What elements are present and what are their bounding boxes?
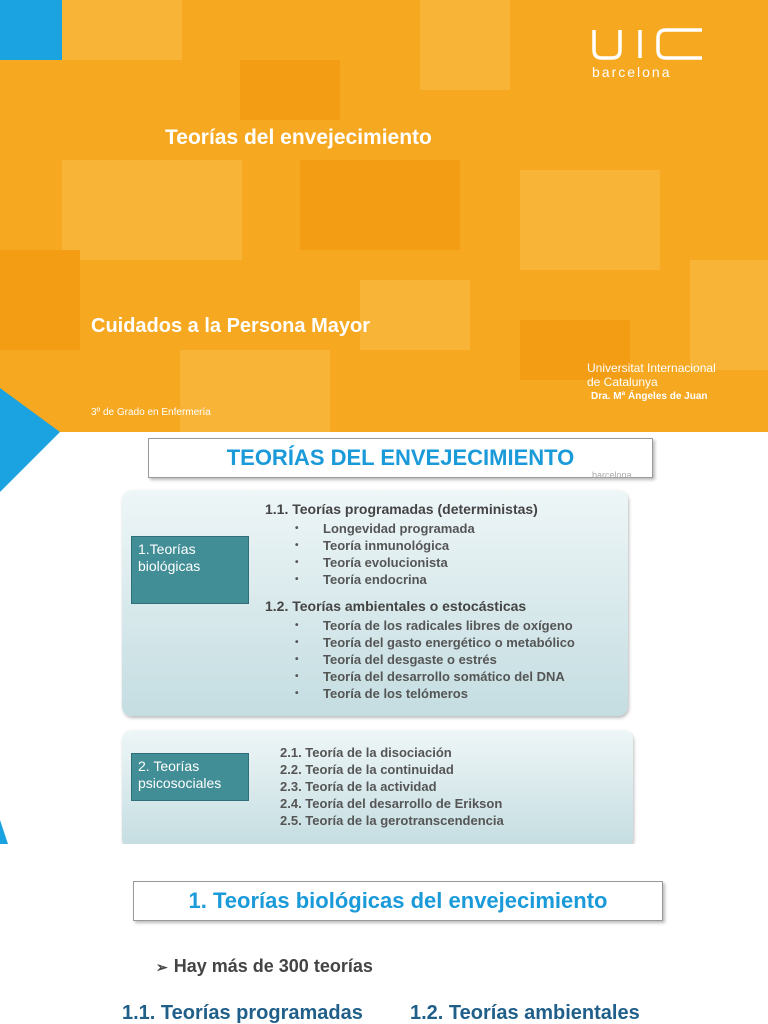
tag-line: psicosociales	[138, 775, 222, 791]
programmed-theories-list	[295, 520, 475, 588]
list-item: • Longevidad programada	[295, 520, 475, 537]
overview-slide	[0, 432, 768, 844]
list-item: 2.1. Teoría de la disociación	[280, 745, 452, 760]
university-line: de Catalunya	[587, 375, 658, 389]
background-block	[0, 250, 80, 350]
ghost-logo-text: barcelona	[592, 470, 632, 480]
biological-tag	[131, 536, 249, 604]
list-item: • Teoría del gasto energético o metabólico	[295, 634, 575, 651]
corner-accent	[0, 0, 62, 60]
list-item: • Teoría del desarrollo somático del DNA	[295, 668, 575, 685]
column-heading: 1.2. Teorías ambientales	[410, 1002, 640, 1024]
background-block	[520, 170, 660, 270]
list-item: • Teoría de los telómeros	[295, 685, 575, 702]
list-item: • Teoría evolucionista	[295, 554, 475, 571]
list-item: • Teoría endocrina	[295, 571, 475, 588]
background-block	[300, 160, 460, 250]
list-item: 2.2. Teoría de la continuidad	[280, 762, 454, 777]
list-item: 2.4. Teoría del desarrollo de Erikson	[280, 796, 503, 811]
section-heading: 1.2. Teorías ambientales o estocásticas	[265, 598, 527, 614]
arrow-bullet-icon: ➢	[156, 959, 168, 975]
grade-label: 3º de Grado en Enfermería	[91, 407, 211, 418]
presentation-title: Teorías del envejecimiento	[165, 126, 432, 149]
slide-title-box	[148, 438, 653, 478]
title-slide	[0, 0, 768, 432]
background-block	[360, 280, 470, 350]
bullet-point	[156, 956, 373, 977]
list-item: 2.5. Teoría de la gerotranscendencia	[280, 813, 504, 828]
corner-accent	[0, 432, 60, 492]
list-item: • Teoría del desgaste o estrés	[295, 651, 575, 668]
bullet-text: Hay más de 300 teorías	[173, 956, 373, 976]
course-name: Cuidados a la Persona Mayor	[91, 315, 370, 337]
background-block	[420, 0, 510, 90]
slide-title-box	[133, 881, 663, 921]
university-name	[587, 361, 757, 389]
corner-accent	[0, 388, 60, 432]
background-block	[690, 260, 768, 370]
tag-line: 2. Teorías	[138, 758, 200, 774]
corner-accent	[0, 820, 60, 844]
background-block	[240, 60, 340, 120]
author-name: Dra. Mª Ángeles de Juan	[591, 391, 708, 402]
logo-city: barcelona	[592, 64, 672, 80]
section-heading: 1.1. Teorías programadas (deterministas)	[265, 501, 538, 517]
list-item: • Teoría inmunológica	[295, 537, 475, 554]
psychosocial-theories-list	[280, 744, 504, 829]
slide-title: TEORÍAS DEL ENVEJECIMIENTO	[226, 445, 575, 470]
column-heading: 1.1. Teorías programadas	[122, 1002, 363, 1024]
list-item: 2.3. Teoría de la actividad	[280, 779, 437, 794]
background-block	[62, 160, 242, 260]
stochastic-theories-list	[295, 617, 575, 702]
psychosocial-tag	[131, 753, 249, 801]
university-line: Universitat Internacional	[587, 361, 716, 375]
background-block	[180, 350, 330, 432]
list-item: • Teoría de los radicales libres de oxígeno	[295, 617, 575, 634]
slide-title: 1. Teorías biológicas del envejecimiento	[188, 888, 608, 913]
tag-line: 1.Teorías	[138, 541, 196, 557]
tag-line: biológicas	[138, 558, 201, 574]
biological-theories-slide	[0, 844, 768, 1024]
background-block	[62, 0, 182, 60]
